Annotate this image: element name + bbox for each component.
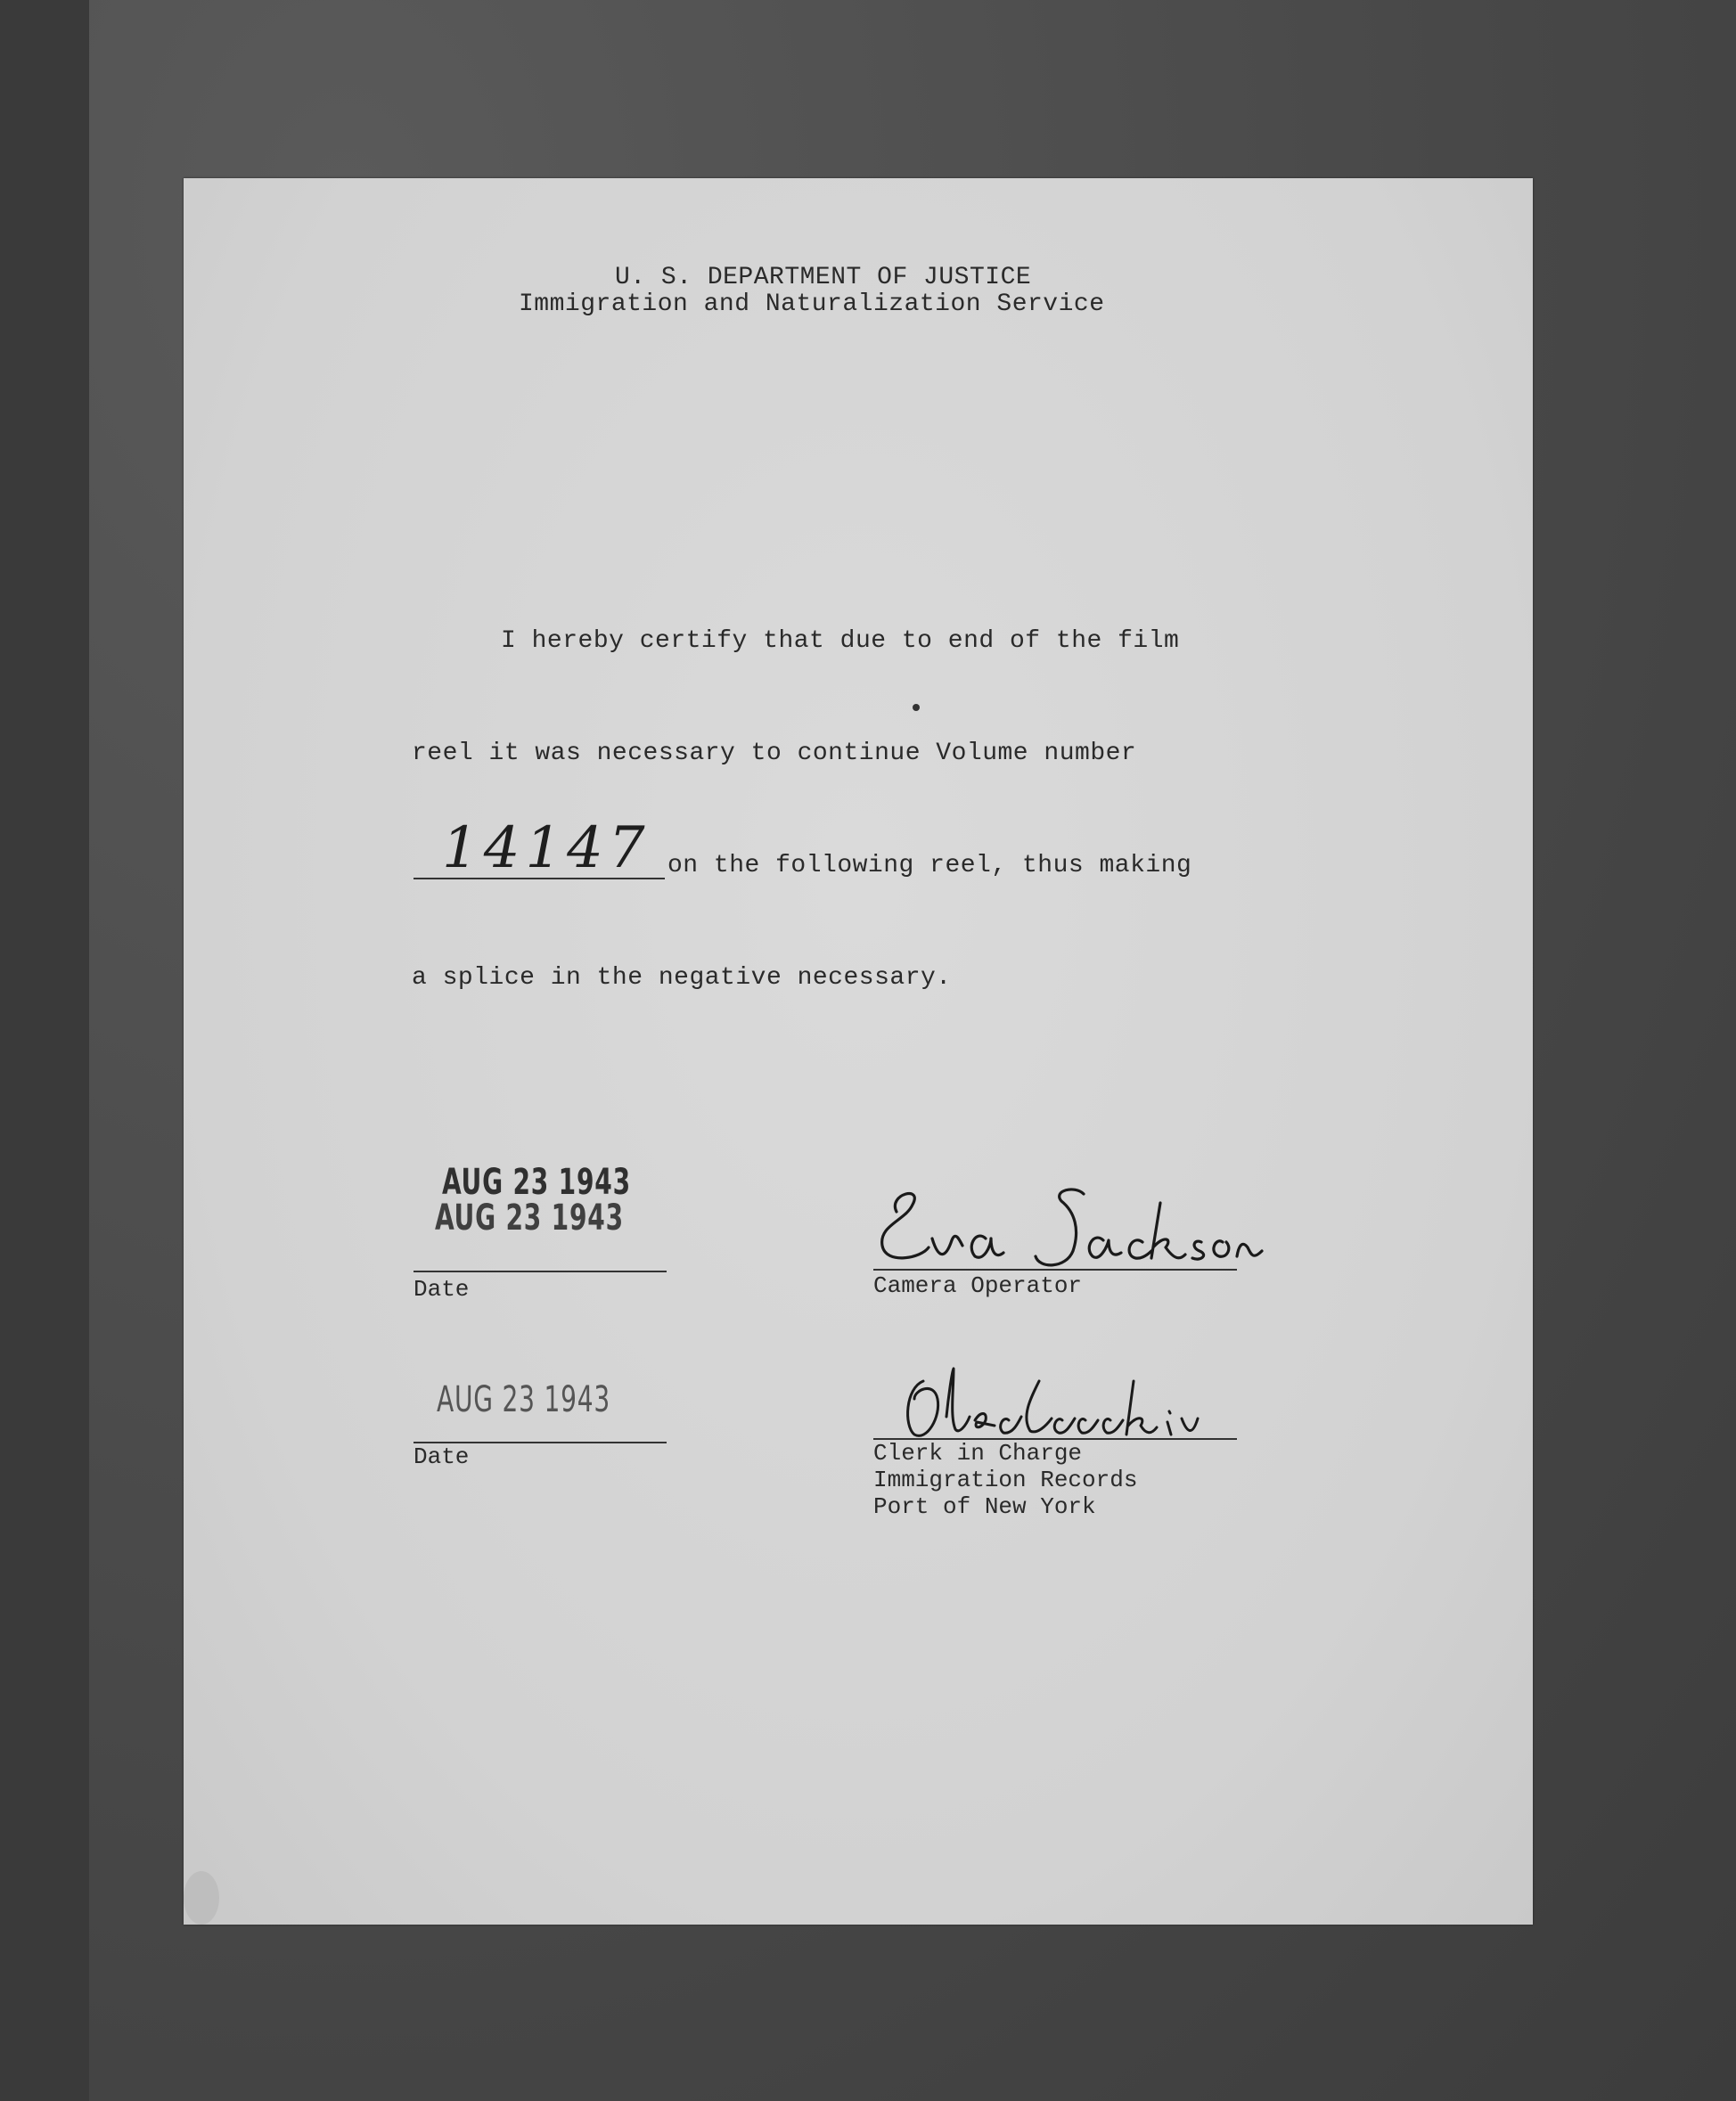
volume-number-underline (414, 878, 665, 879)
date-label-1: Date (414, 1276, 470, 1303)
date-stamp-1: AUG 23 1943 (442, 1162, 631, 1203)
clerk-label-2: Immigration Records (873, 1467, 1138, 1493)
clerk-label-1: Clerk in Charge (873, 1440, 1083, 1467)
film-edge (0, 0, 89, 2101)
certificate-page (184, 178, 1533, 1925)
department-heading: U. S. DEPARTMENT OF JUSTICE (615, 264, 1032, 291)
camera-operator-label: Camera Operator (873, 1272, 1083, 1299)
camera-operator-signature (870, 1176, 1289, 1283)
camera-operator-line (873, 1269, 1237, 1271)
certification-line-3: on the following reel, thus making (667, 852, 1192, 879)
date-line-1 (414, 1271, 667, 1272)
date-stamp-1-overprint: AUG 23 1943 (435, 1198, 624, 1239)
certification-line-1: I hereby certify that due to end of the film (501, 627, 1180, 655)
service-heading: Immigration and Naturalization Service (519, 290, 1105, 318)
paper-smudge (184, 1871, 219, 1925)
clerk-signature (888, 1363, 1262, 1443)
date-label-2: Date (414, 1443, 470, 1470)
certification-line-4: a splice in the negative necessary. (412, 964, 952, 992)
ink-mark (913, 704, 920, 711)
clerk-label-3: Port of New York (873, 1493, 1096, 1520)
date-stamp-2: AUG 23 1943 (437, 1379, 611, 1420)
certification-line-2: reel it was necessary to continue Volume number (412, 740, 1137, 767)
volume-number-handwritten: 14147 (442, 815, 651, 881)
